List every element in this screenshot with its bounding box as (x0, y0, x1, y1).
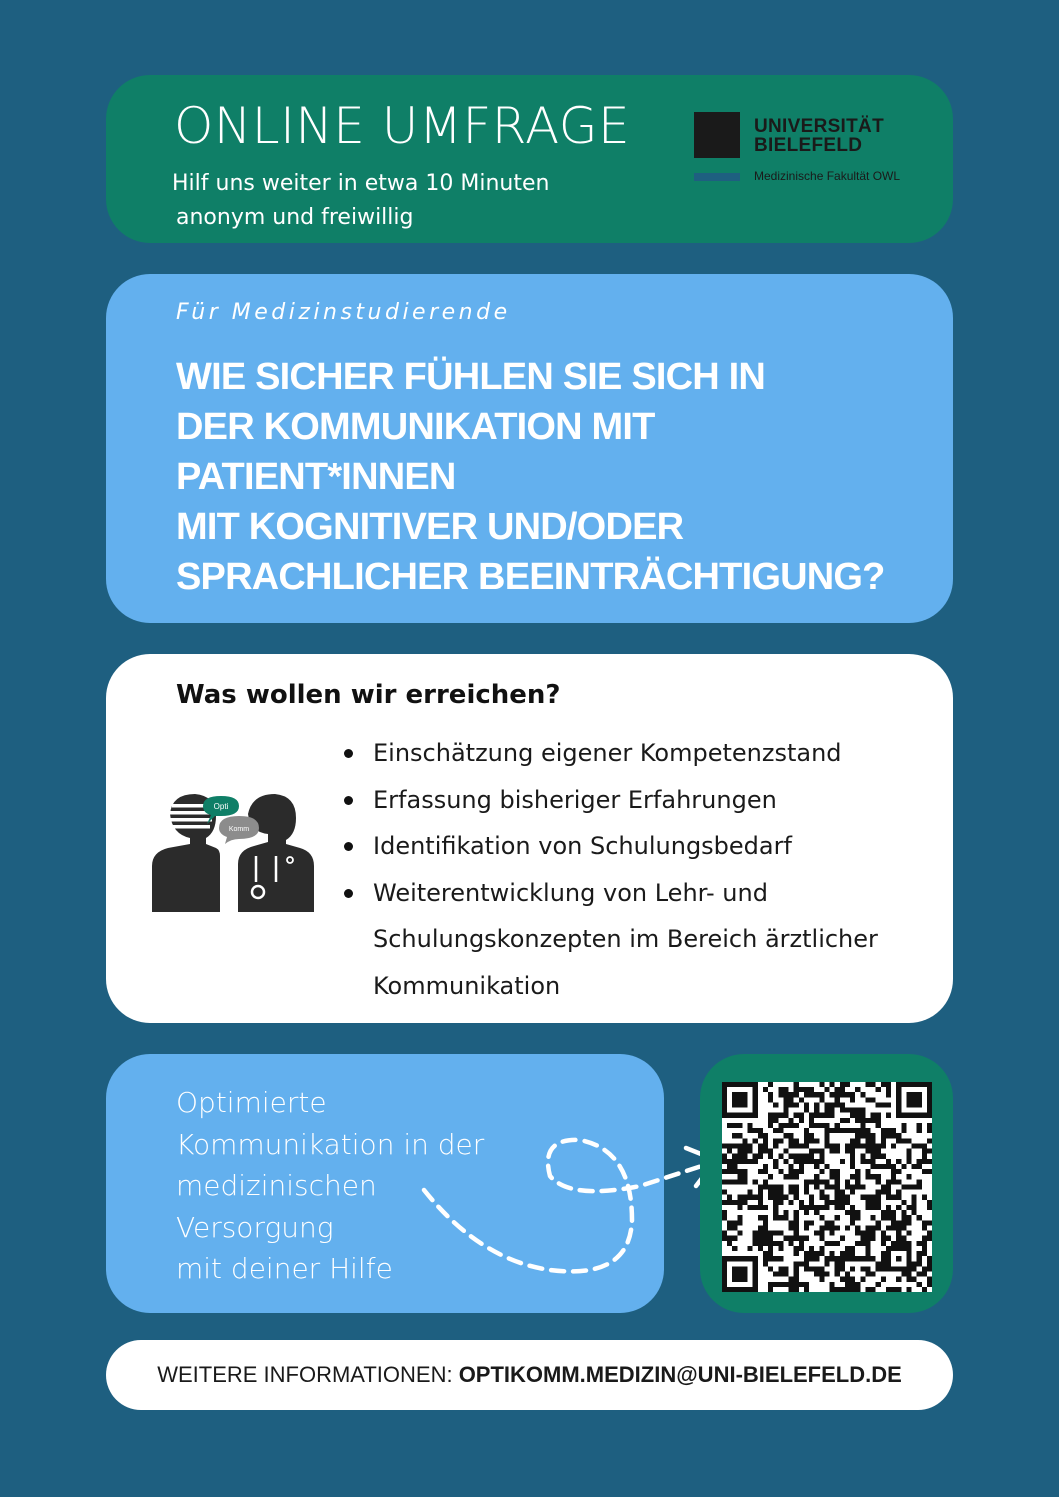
slogan-text: Optimierte Kommunikation in der medizinischen Versorgung mit deiner Hilfe (176, 1086, 485, 1285)
list-item-continuation: Schulungskonzepten im Bereich ärztlicher (373, 925, 878, 953)
logo-bar (694, 173, 740, 181)
dashed-arrow-icon (410, 1120, 740, 1290)
svg-text:Opti: Opti (213, 802, 229, 811)
info-label: WEITERE INFORMATIONEN: (157, 1362, 459, 1387)
list-item: Weiterentwicklung von Lehr- und (344, 870, 878, 917)
header-card (106, 75, 953, 243)
info-text (106, 1362, 953, 1388)
main-question: WIE SICHER FÜHLEN SIE SICH IN DER KOMMUNIKATION MIT PATIENT*INNEN MIT KOGNITIVER UND/ODER SPRACHLICHER BEEINTRÄCHTIGUNG? (176, 356, 885, 598)
list-item-continuation: Kommunikation (373, 971, 561, 1000)
goals-list (344, 730, 878, 1009)
survey-anonymity: anonym und freiwillig (176, 205, 414, 230)
contact-email-link[interactable]: OPTIKOMM.MEDIZIN@UNI-BIELEFELD.DE (458, 1362, 902, 1387)
info-footer (106, 1340, 953, 1410)
survey-duration: Hilf uns weiter in etwa 10 Minuten (172, 171, 550, 196)
faculty-name: Medizinische Fakultät OWL (754, 169, 901, 183)
question-card (106, 274, 953, 623)
target-audience: Für Medizinstudierende (176, 300, 511, 325)
qr-card (700, 1054, 953, 1313)
list-item: Identifikation von Schulungsbedarf (344, 823, 878, 870)
list-item: Erfassung bisheriger Erfahrungen (344, 777, 878, 824)
university-logo-mark (694, 112, 740, 158)
list-item: Einschätzung eigener Kompetenzstand (344, 730, 878, 777)
speech-bubbles-icon (201, 794, 271, 844)
svg-text:Komm: Komm (228, 826, 250, 833)
goals-heading: Was wollen wir erreichen? (176, 680, 561, 710)
university-name: UNIVERSITÄT BIELEFELD (754, 116, 884, 156)
survey-title: ONLINE UMFRAGE (174, 97, 631, 155)
goals-card (106, 654, 953, 1023)
qr-code-icon[interactable] (722, 1082, 932, 1292)
